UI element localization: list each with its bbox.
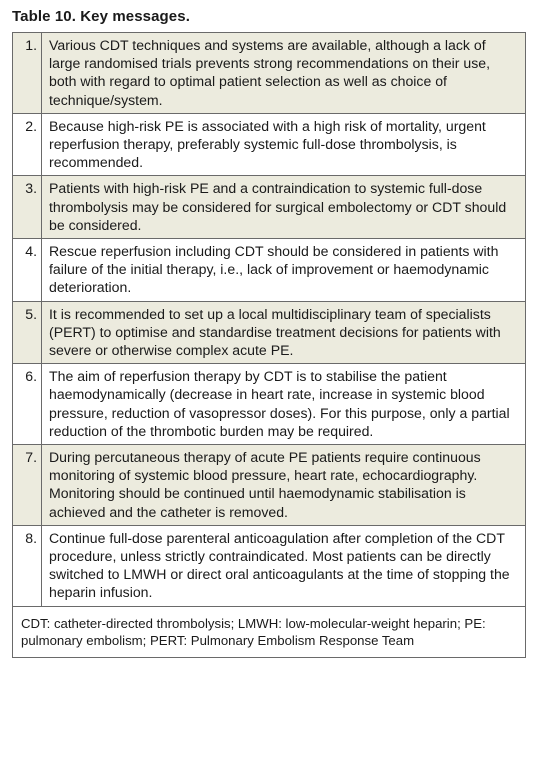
row-message: Patients with high-risk PE and a contraindication to systemic full-dose thrombolysis may be considered for surgical embolectomy or CDT should be considered. [42, 176, 526, 239]
row-message: During percutaneous therapy of acute PE patients require continuous monitoring of systemic blood pressure, heart rate, echocardiography. Monitoring should be continued until haemodynamic stabilisation is achieved and the catheter is removed. [42, 445, 526, 526]
footnote: CDT: catheter-directed thrombolysis; LMWH: low-molecular-weight heparin; PE: pulmonary embolism; PERT: Pulmonary Embolism Response Team [13, 606, 526, 657]
row-message: It is recommended to set up a local multidisciplinary team of specialists (PERT) to optimise and standardise treatment decisions for patients with severe or otherwise complex acute PE. [42, 301, 526, 364]
table-row [13, 445, 526, 526]
table-row [13, 33, 526, 114]
row-message: Rescue reperfusion including CDT should be considered in patients with failure of the initial therapy, i.e., lack of improvement or haemodynamic deterioration. [42, 239, 526, 302]
row-number: 6. [13, 364, 42, 445]
row-number: 5. [13, 301, 42, 364]
row-number: 2. [13, 113, 42, 176]
table-row [13, 364, 526, 445]
row-number: 3. [13, 176, 42, 239]
row-number: 8. [13, 525, 42, 606]
row-message: The aim of reperfusion therapy by CDT is to stabilise the patient haemodynamically (decrease in heart rate, increase in systemic blood pressure, reduction of vasopressor doses). For this purpose, only a partial reduction of the thrombotic burden may be required. [42, 364, 526, 445]
table-row [13, 525, 526, 606]
table-row [13, 176, 526, 239]
table-row [13, 301, 526, 364]
row-message: Continue full-dose parenteral anticoagulation after completion of the CDT procedure, unless strictly contraindicated. Most patients can be directly switched to LMWH or direct oral anticoagulants at the time of stopping the heparin infusion. [42, 525, 526, 606]
row-message: Various CDT techniques and systems are available, although a lack of large randomised trials prevents strong recommendations on their use, both with regard to optimal patient selection as well as choice of technique/system. [42, 33, 526, 114]
row-number: 7. [13, 445, 42, 526]
key-messages-table [12, 32, 526, 658]
table-row [13, 113, 526, 176]
row-number: 1. [13, 33, 42, 114]
row-number: 4. [13, 239, 42, 302]
footnote-row [13, 606, 526, 657]
table-title: Table 10. Key messages. [12, 8, 190, 25]
row-message: Because high-risk PE is associated with a high risk of mortality, urgent reperfusion therapy, preferably systemic full-dose thrombolysis, is recommended. [42, 113, 526, 176]
table-body [13, 33, 526, 607]
table-row [13, 239, 526, 302]
